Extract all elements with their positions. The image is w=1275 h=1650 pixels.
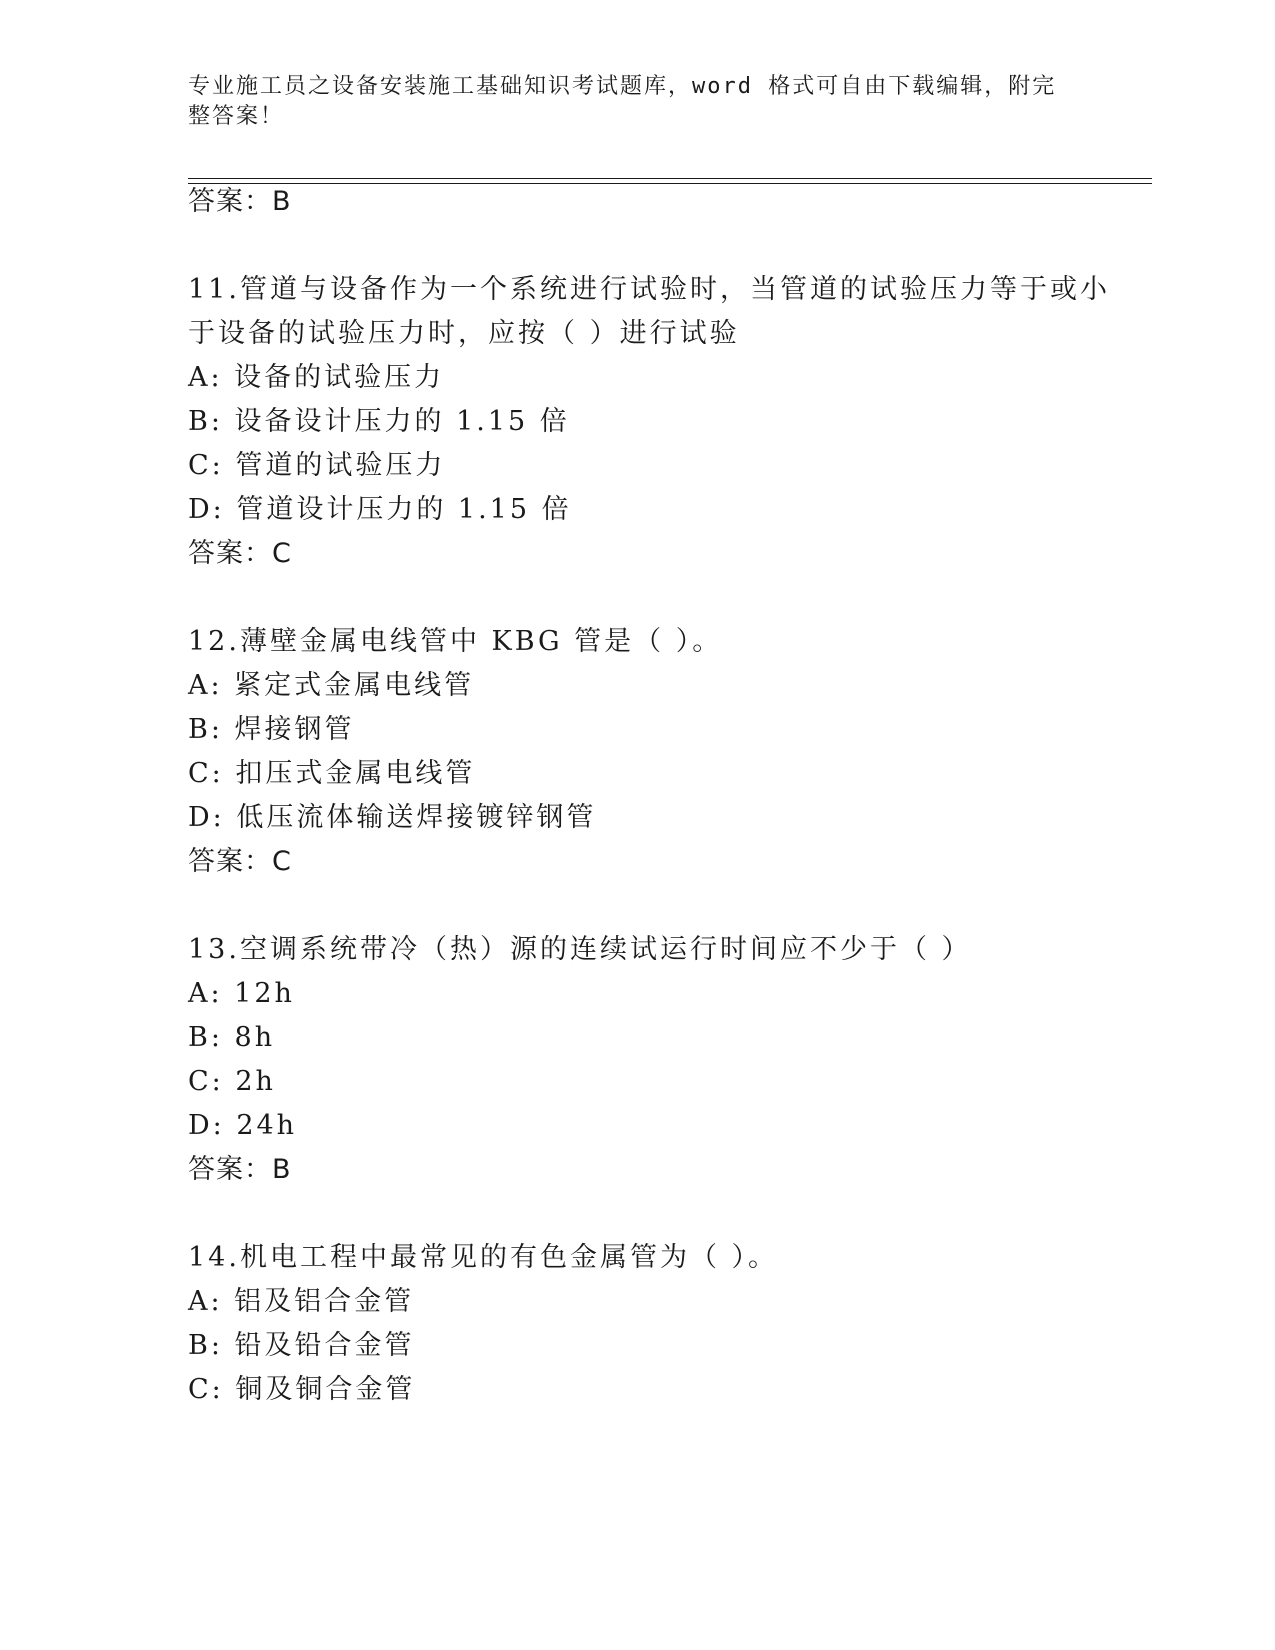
question-11-option-d: D: 管道设计压力的 1.15 倍 [188,494,572,525]
document-header: 专业施工员之设备安装施工基础知识考试题库，word 格式可自由下载编辑，附完整答案！ [188,74,1057,129]
question-14-option-c: C: 铜及铜合金管 [188,1374,416,1405]
question-12-option-a: A: 紧定式金属电线管 [188,670,475,701]
header-divider [188,178,1152,179]
question-12-option-b: B: 焊接钢管 [188,714,355,745]
question-13-option-c: C: 2h [188,1066,276,1097]
question-13-stem: 13.空调系统带冷（热）源的连续试运行时间应不少于（ ） [188,934,972,965]
question-14-option-a: A: 铝及铝合金管 [188,1286,415,1317]
question-13-option-b: B: 8h [188,1022,276,1053]
question-13-option-a: A: 12h [188,978,295,1009]
question-13-option-d: D: 24h [188,1110,298,1141]
header-divider-second [188,183,1152,184]
question-11-stem-line2: 于设备的试验压力时，应按（ ）进行试验 [188,318,740,349]
question-11-stem-line1: 11.管道与设备作为一个系统进行试验时，当管道的试验压力等于或小 [188,274,1110,305]
question-13-answer: 答案：B [188,1154,292,1185]
question-11-answer: 答案：C [188,538,292,569]
answer-previous: 答案：B [188,186,292,217]
question-11-option-c: C: 管道的试验压力 [188,450,446,481]
question-11-option-b: B: 设备设计压力的 1.15 倍 [188,406,570,437]
question-11-option-a: A: 设备的试验压力 [188,362,445,393]
question-12-option-c: C: 扣压式金属电线管 [188,758,476,789]
question-14-stem: 14.机电工程中最常见的有色金属管为（ ）。 [188,1242,779,1273]
question-12-answer: 答案：C [188,846,292,877]
question-12-stem: 12.薄壁金属电线管中 KBG 管是（ ）。 [188,626,723,657]
question-12-option-d: D: 低压流体输送焊接镀锌钢管 [188,802,597,833]
question-14-option-b: B: 铅及铅合金管 [188,1330,415,1361]
